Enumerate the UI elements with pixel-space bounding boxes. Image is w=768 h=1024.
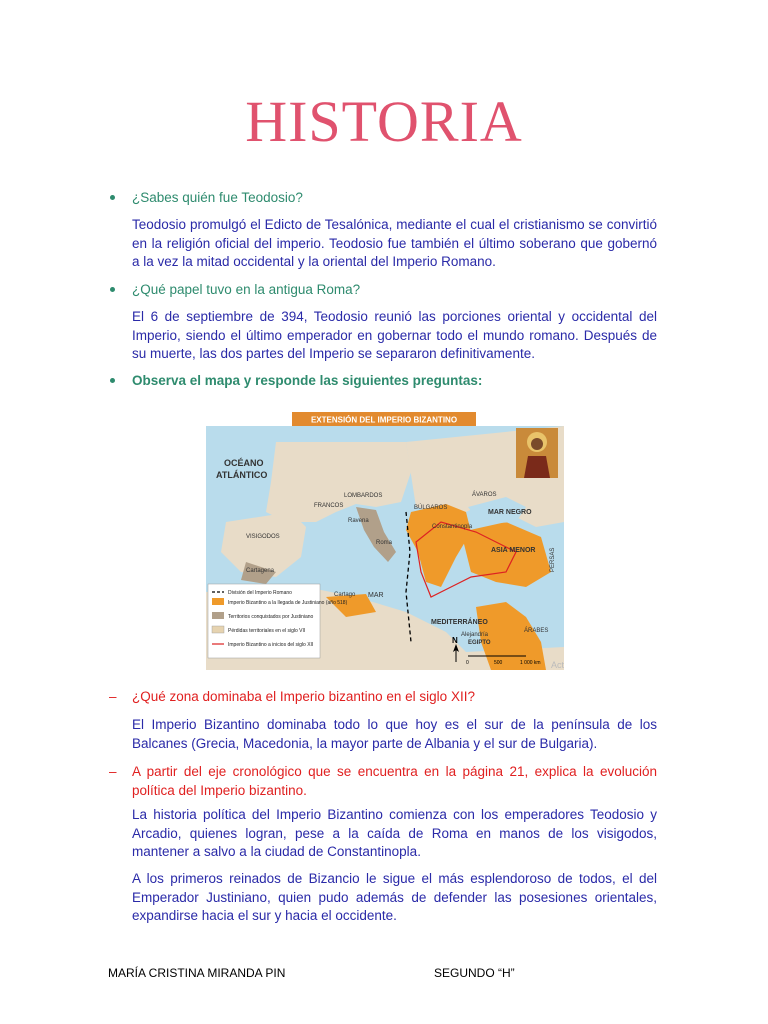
label-ocean-2: ATLÁNTICO bbox=[216, 470, 268, 480]
question-4-text: ¿Qué zona dominaba el Imperio bizantino en el siglo XII? bbox=[132, 689, 475, 704]
legend-item-5: Imperio Bizantino a inicios del siglo XII bbox=[228, 642, 314, 648]
label-visigodos: VISIGODOS bbox=[246, 534, 280, 540]
label-arabes: ÁRABES bbox=[524, 628, 549, 634]
question-5 bbox=[109, 763, 657, 800]
label-bulgaros: BÚLGAROS bbox=[414, 505, 448, 511]
label-egipto: EGIPTO bbox=[468, 640, 491, 646]
page-title: HISTORIA bbox=[245, 89, 523, 154]
legend-item-3: Territorios conquistados por Justiniano bbox=[228, 614, 314, 620]
legend-item-4: Pérdidas territoriales en el siglo VII bbox=[228, 628, 306, 634]
answer-4: El Imperio Bizantino dominaba todo lo que hoy es el sur de la península de los Balcanes (Grecia, Macedonia, la mayor parte de Albania y el sur de Bulgaria). bbox=[132, 717, 657, 751]
legend-swatch-conquered bbox=[212, 612, 224, 619]
label-asia-menor: ASIA MENOR bbox=[491, 547, 536, 554]
label-ravena: Ravena bbox=[348, 518, 369, 524]
scale-0: 0 bbox=[466, 660, 469, 666]
label-mar-negro: MAR NEGRO bbox=[488, 509, 532, 516]
question-2-text: ¿Qué papel tuvo en la antigua Roma? bbox=[132, 282, 361, 297]
dash-icon: – bbox=[109, 689, 117, 704]
legend-item-2: Imperio Bizantino a la llegada de Justiniano (año 518) bbox=[228, 600, 348, 606]
question-1-text: ¿Sabes quién fue Teodosio? bbox=[132, 190, 303, 205]
label-cartagena: Cartagena bbox=[246, 568, 275, 574]
question-5-text: A partir del eje cronológico que se encuentra en la página 21, explica la evolución política del Imperio bizantino. bbox=[132, 764, 657, 798]
answer-1: Teodosio promulgó el Edicto de Tesalónica, mediante el cual el cristianismo se convirtió en la religión oficial del imperio. Teodosio fue también el último soberano que gobernó a la vez la mitad occidental y la oriental del Imperio Romano. bbox=[132, 217, 657, 269]
label-constantinopla: Constantinopla bbox=[432, 524, 473, 530]
question-3-text: Observa el mapa y responde las siguientes preguntas: bbox=[132, 373, 483, 388]
scale-500: 500 bbox=[494, 660, 503, 666]
legend-swatch-byzantine bbox=[212, 598, 224, 605]
question-4 bbox=[109, 688, 657, 707]
scale-1000: 1 000 km bbox=[520, 660, 541, 666]
answer-5: La historia política del Imperio Bizantino comienza con los emperadores Teodosio y Arcadio, quienes logran, pese a la caída de Roma en manos de los visigodos, mantener a salvo a la ciudad de Constantinopla. bbox=[132, 807, 657, 859]
dash-icon: – bbox=[109, 764, 117, 779]
legend-swatch-losses bbox=[212, 626, 224, 633]
bullet-icon bbox=[110, 378, 115, 383]
answer-6: A los primeros reinados de Bizancio le sigue el más esplendoroso de todos, el del Emperador Justiniano, quien pudo además de defender las posesiones orientales, expandirse hacia el sur y hacia el occidente. bbox=[132, 871, 657, 923]
label-north: N bbox=[452, 636, 458, 645]
label-lombardos: LOMBARDOS bbox=[344, 493, 383, 499]
question-3 bbox=[132, 373, 482, 388]
answer-2: El 6 de septiembre de 394, Teodosio reunió las porciones oriental y occidental del Imperio, siendo el último emperador en gobernar todo el mundo romano. Después de su muerte, las dos partes del Imperio se separaron definitivamente. bbox=[132, 309, 657, 361]
label-ocean-1: OCÉANO bbox=[224, 458, 264, 468]
label-francos: FRANCOS bbox=[314, 503, 344, 509]
byzantine-empire-map bbox=[206, 412, 564, 670]
footer-author: MARÍA CRISTINA MIRANDA PIN bbox=[108, 966, 286, 980]
legend-item-1: División del Imperio Romano bbox=[228, 590, 292, 596]
portrait-robe-icon bbox=[524, 456, 550, 478]
footer-grade: SEGUNDO “H” bbox=[434, 966, 515, 980]
watermark: Act bbox=[551, 660, 564, 670]
question-2 bbox=[132, 282, 360, 297]
label-roma: Roma bbox=[376, 540, 393, 546]
label-mediterraneo: MEDITERRÁNEO bbox=[431, 619, 488, 626]
portrait-face-icon bbox=[531, 438, 543, 450]
bullet-icon bbox=[110, 287, 115, 292]
label-alejandria: Alejandría bbox=[461, 632, 489, 638]
label-avaros: ÁVAROS bbox=[472, 492, 497, 498]
bullet-icon bbox=[110, 195, 115, 200]
map-header: EXTENSIÓN DEL IMPERIO BIZANTINO bbox=[310, 415, 458, 425]
label-cartago: Cartago bbox=[334, 592, 356, 598]
question-1 bbox=[132, 190, 303, 205]
label-persas: PERSAS bbox=[550, 547, 556, 572]
label-mar: MAR bbox=[368, 592, 384, 599]
